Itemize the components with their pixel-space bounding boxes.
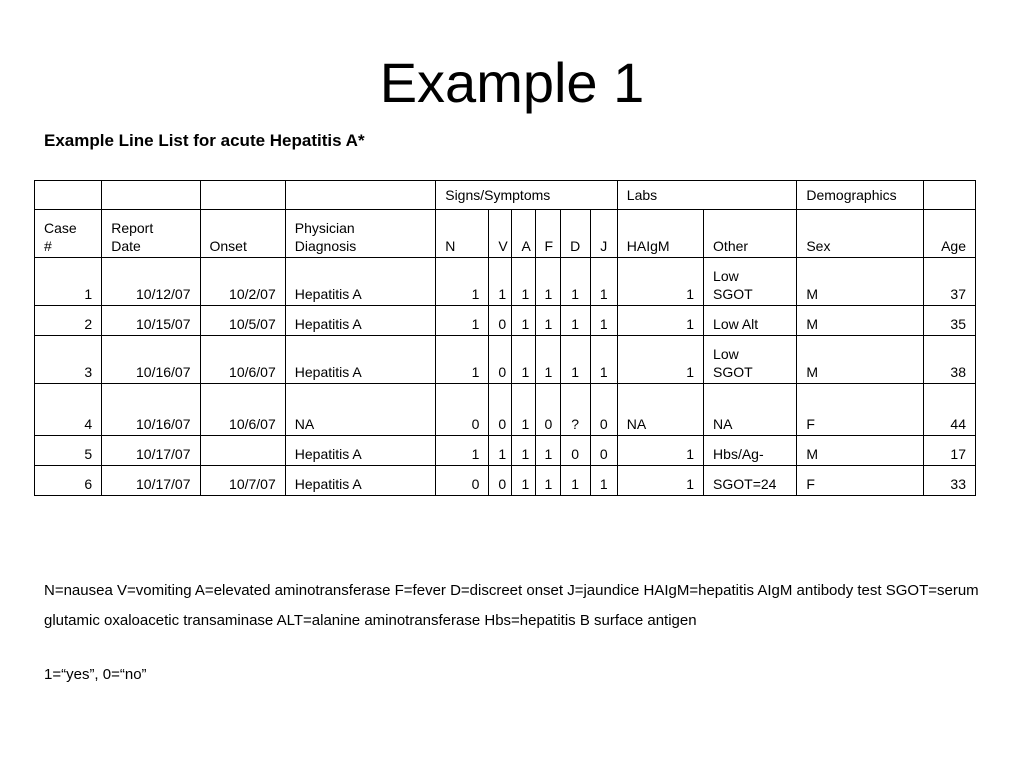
haigm-cell: 1 — [617, 306, 703, 336]
labs-header: Labs — [617, 181, 797, 210]
diagnosis-cell: Hepatitis A — [285, 306, 435, 336]
other-cell: NA — [704, 384, 797, 436]
sex-cell: M — [797, 306, 923, 336]
signs-symptoms-header: Signs/Symptoms — [436, 181, 618, 210]
v-cell: 0 — [489, 336, 512, 384]
v-cell: 0 — [489, 384, 512, 436]
f-cell: 1 — [535, 306, 560, 336]
nausea-header: N — [436, 210, 489, 258]
header-cell — [102, 181, 200, 210]
d-cell: 1 — [560, 466, 590, 496]
n-cell: 0 — [436, 466, 489, 496]
f-cell: 0 — [535, 384, 560, 436]
header-cell — [200, 181, 285, 210]
j-cell: 1 — [590, 466, 617, 496]
a-cell: 1 — [512, 466, 535, 496]
sex-header: Sex — [797, 210, 923, 258]
age-cell: 44 — [923, 384, 975, 436]
d-cell: 0 — [560, 436, 590, 466]
onset-cell: 10/2/07 — [200, 258, 285, 306]
onset-cell: 10/7/07 — [200, 466, 285, 496]
n-cell: 1 — [436, 436, 489, 466]
slide-title: Example 1 — [379, 51, 645, 114]
age-cell: 37 — [923, 258, 975, 306]
table-row — [35, 436, 976, 466]
discreet-onset-header: D — [560, 210, 590, 258]
d-cell: 1 — [560, 336, 590, 384]
d-cell: ? — [560, 384, 590, 436]
age-cell: 17 — [923, 436, 975, 466]
sex-cell: M — [797, 258, 923, 306]
haigm-cell: 1 — [617, 258, 703, 306]
onset-cell: 10/6/07 — [200, 384, 285, 436]
report-date-header: Report Date — [102, 210, 200, 258]
f-cell: 1 — [535, 436, 560, 466]
n-cell: 1 — [436, 258, 489, 306]
aminotransferase-header: A — [512, 210, 535, 258]
case-cell: 4 — [35, 384, 102, 436]
other-cell: Low SGOT — [704, 336, 797, 384]
sex-cell: M — [797, 436, 923, 466]
onset-cell: 10/5/07 — [200, 306, 285, 336]
diagnosis-cell: Hepatitis A — [285, 466, 435, 496]
v-cell: 1 — [489, 436, 512, 466]
j-cell: 0 — [590, 436, 617, 466]
header-cell — [923, 181, 975, 210]
other-cell: Hbs/Ag- — [704, 436, 797, 466]
other-cell: Low SGOT — [704, 258, 797, 306]
onset-cell: 10/6/07 — [200, 336, 285, 384]
line-list-table — [34, 180, 976, 496]
header-cell — [35, 181, 102, 210]
onset-header: Onset — [200, 210, 285, 258]
report-date-cell: 10/12/07 — [102, 258, 200, 306]
f-cell: 1 — [535, 258, 560, 306]
case-cell: 6 — [35, 466, 102, 496]
table-row — [35, 258, 976, 306]
v-cell: 0 — [489, 466, 512, 496]
j-cell: 0 — [590, 384, 617, 436]
other-header: Other — [704, 210, 797, 258]
report-date-cell: 10/17/07 — [102, 436, 200, 466]
f-cell: 1 — [535, 466, 560, 496]
j-cell: 1 — [590, 258, 617, 306]
jaundice-header: J — [590, 210, 617, 258]
d-cell: 1 — [560, 306, 590, 336]
other-cell: SGOT=24 — [704, 466, 797, 496]
n-cell: 1 — [436, 336, 489, 384]
case-cell: 2 — [35, 306, 102, 336]
case-cell: 3 — [35, 336, 102, 384]
haigm-cell: 1 — [617, 436, 703, 466]
v-cell: 1 — [489, 258, 512, 306]
sex-cell: M — [797, 336, 923, 384]
haigm-cell: 1 — [617, 466, 703, 496]
yes-no-legend: 1=“yes”, 0=“no” — [44, 666, 147, 683]
abbreviation-legend: N=nausea V=vomiting A=elevated aminotransferase F=fever D=discreet onset J=jaundice HAIgM=hepatitis AIgM antibody test SGOT=serum glutamic oxaloacetic transaminase ALT=alanine aminotransferase Hbs=hepatitis B surface antigen — [44, 582, 979, 629]
n-cell: 1 — [436, 306, 489, 336]
onset-cell — [200, 436, 285, 466]
sex-cell: F — [797, 384, 923, 436]
j-cell: 1 — [590, 336, 617, 384]
sex-cell: F — [797, 466, 923, 496]
table-row — [35, 336, 976, 384]
a-cell: 1 — [512, 384, 535, 436]
fever-header: F — [535, 210, 560, 258]
diagnosis-cell: NA — [285, 384, 435, 436]
report-date-cell: 10/16/07 — [102, 384, 200, 436]
v-cell: 0 — [489, 306, 512, 336]
physician-diagnosis-header: Physician Diagnosis — [285, 210, 435, 258]
column-header-row — [35, 210, 976, 258]
age-cell: 35 — [923, 306, 975, 336]
diagnosis-cell: Hepatitis A — [285, 336, 435, 384]
n-cell: 0 — [436, 384, 489, 436]
haigm-header: HAIgM — [617, 210, 703, 258]
table-row — [35, 384, 976, 436]
table-row — [35, 306, 976, 336]
age-header: Age — [923, 210, 975, 258]
a-cell: 1 — [512, 306, 535, 336]
table-row — [35, 466, 976, 496]
age-cell: 33 — [923, 466, 975, 496]
a-cell: 1 — [512, 336, 535, 384]
case-cell: 1 — [35, 258, 102, 306]
other-cell: Low Alt — [704, 306, 797, 336]
diagnosis-cell: Hepatitis A — [285, 436, 435, 466]
a-cell: 1 — [512, 436, 535, 466]
diagnosis-cell: Hepatitis A — [285, 258, 435, 306]
haigm-cell: NA — [617, 384, 703, 436]
report-date-cell: 10/16/07 — [102, 336, 200, 384]
case-number-header: Case # — [35, 210, 102, 258]
table-subtitle: Example Line List for acute Hepatitis A* — [44, 131, 365, 150]
header-cell — [285, 181, 435, 210]
demographics-header: Demographics — [797, 181, 923, 210]
d-cell: 1 — [560, 258, 590, 306]
vomiting-header: V — [489, 210, 512, 258]
age-cell: 38 — [923, 336, 975, 384]
group-header-row — [35, 181, 976, 210]
haigm-cell: 1 — [617, 336, 703, 384]
report-date-cell: 10/17/07 — [102, 466, 200, 496]
f-cell: 1 — [535, 336, 560, 384]
j-cell: 1 — [590, 306, 617, 336]
a-cell: 1 — [512, 258, 535, 306]
report-date-cell: 10/15/07 — [102, 306, 200, 336]
case-cell: 5 — [35, 436, 102, 466]
